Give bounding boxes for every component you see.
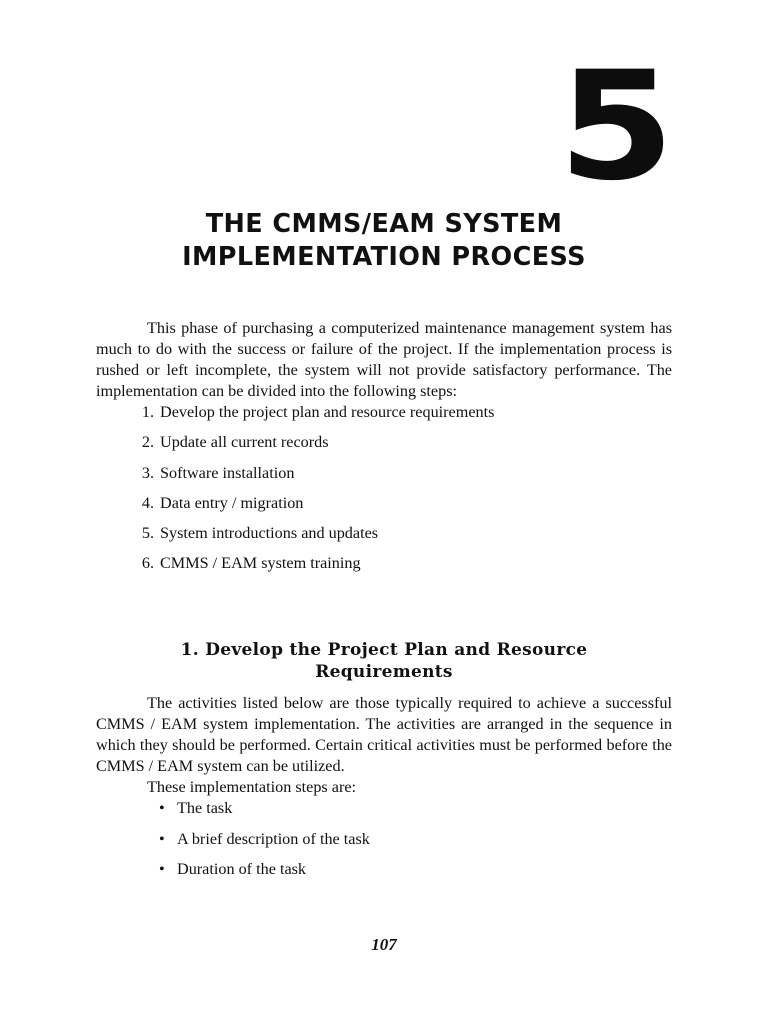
list-item-text: Software installation — [160, 463, 295, 482]
list-item-number: 6. — [141, 554, 154, 573]
intro-section — [96, 318, 672, 584]
chapter-title-line: IMPLEMENTATION PROCESS — [182, 242, 586, 272]
list-item-text: Update all current records — [160, 433, 329, 452]
list-item-text: Develop the project plan and resource requirements — [160, 403, 495, 421]
list-item — [96, 402, 672, 432]
page-number: 107 — [371, 935, 397, 954]
section1-paragraph: The activities listed below are those typically required to achieve a successful CMMS / EAM system implementation. The activities are arranged in the sequence in which they should be performed. Certain critical activities must be performed before the CMMS / EAM system can be utilized. — [96, 694, 672, 775]
bullet-symbol: • — [159, 860, 165, 878]
list-item-number: 4. — [141, 493, 154, 512]
intro-paragraph: This phase of purchasing a computerized maintenance management system has much to do with the success or failure of the project. If the implementation process is rushed or left incomplete, the system will not provide satisfactory performance. The implementation can be divided into the following steps: — [96, 319, 672, 400]
list-item-text: CMMS / EAM system training — [160, 554, 361, 573]
bullet-symbol: • — [159, 829, 165, 848]
section1-body — [96, 693, 672, 890]
list-item — [96, 463, 672, 493]
list-item-text: Duration of the task — [177, 860, 307, 878]
list-item — [96, 798, 672, 829]
list-item-text: Data entry / migration — [160, 493, 304, 512]
list-item — [96, 523, 672, 553]
bullet-symbol: • — [159, 799, 165, 817]
chapter-title-line: THE CMMS/EAM SYSTEM — [205, 209, 563, 239]
list-item-number: 3. — [141, 463, 154, 482]
list-item — [96, 432, 672, 462]
chapter-title — [96, 208, 672, 274]
chapter-number: 5 — [557, 40, 670, 214]
list-item-number: 2. — [141, 433, 154, 452]
list-item-text: The task — [177, 799, 233, 817]
list-item — [96, 829, 672, 860]
section-heading-line: 1. Develop the Project Plan and Resource — [180, 640, 588, 660]
bullet-list — [96, 798, 672, 890]
list-item — [96, 859, 672, 890]
list-item — [96, 553, 672, 583]
section-heading — [96, 639, 672, 683]
list-item — [96, 493, 672, 523]
steps-intro-line: These implementation steps are: — [147, 778, 357, 796]
list-item-text: A brief description of the task — [177, 829, 370, 848]
section-heading-line: Requirements — [315, 662, 453, 682]
list-item-text: System introductions and updates — [160, 524, 379, 543]
list-item-number: 5. — [141, 524, 154, 543]
list-item-number: 1. — [141, 403, 154, 421]
implementation-steps-list — [96, 402, 672, 584]
